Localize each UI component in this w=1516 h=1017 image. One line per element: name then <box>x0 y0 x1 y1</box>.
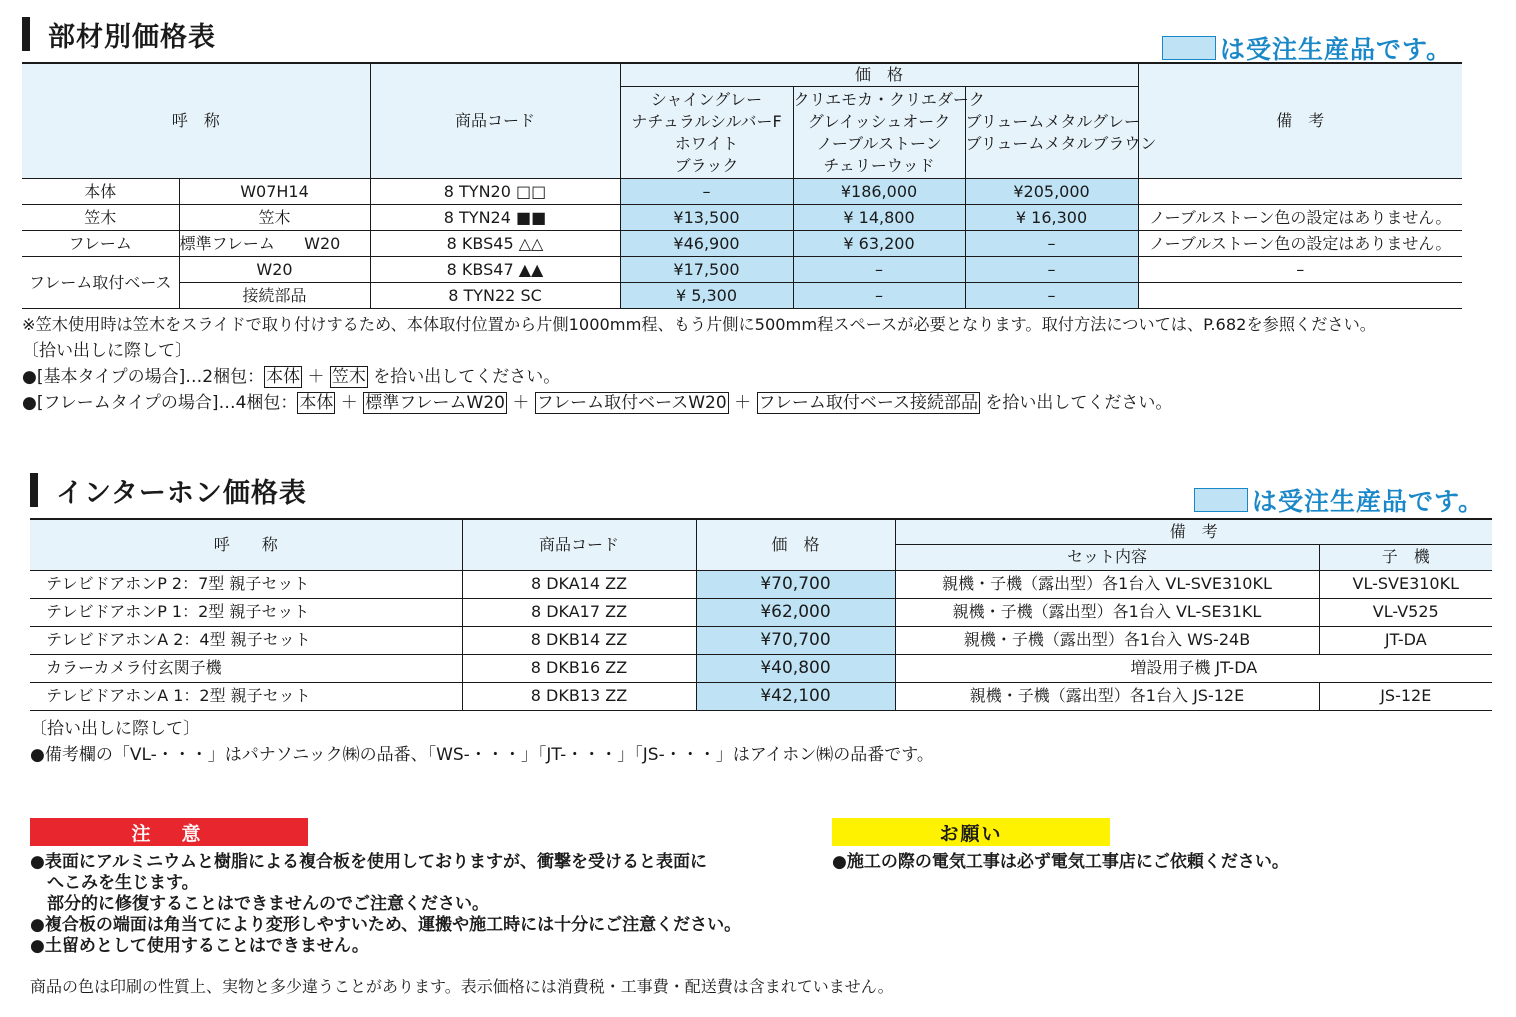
title-bar <box>30 473 38 507</box>
header-code: 商品コード <box>370 63 620 179</box>
header-color-group-1 <box>620 87 793 179</box>
row-name: フレーム取付ベース <box>22 257 179 309</box>
row-price-1: ¥46,900 <box>620 231 793 257</box>
row-price: ¥70,700 <box>696 570 895 598</box>
row-remarks <box>1138 283 1462 309</box>
row-price: ¥70,700 <box>696 626 895 654</box>
color-name: クリエモカ・クリエダーク <box>793 89 985 109</box>
color-name: ブリュームメタルグレー <box>965 111 1141 131</box>
footer-note: 商品の色は印刷の性質上、実物と多少違うことがあります。表示価格には消費税・工事費・配送費は含まれていません。 <box>30 977 894 996</box>
header-price: 価 格 <box>696 519 895 570</box>
legend-swatch <box>1162 36 1216 60</box>
row-code: 8 TYN22 SC <box>370 283 620 309</box>
caution-line: 部分的に修復することはできませんのでご注意ください。 <box>30 894 489 914</box>
row-price-2: ¥ 63,200 <box>793 231 965 257</box>
row-code: 8 DKA17 ZZ <box>462 598 696 626</box>
row-set: 親機・子機（露出型）各1台入 WS-24B <box>895 626 1319 654</box>
pickup-suffix: を拾い出してください。 <box>373 367 561 387</box>
request-badge: お願い <box>832 818 1110 846</box>
section-title-text: インターホン価格表 <box>56 477 307 509</box>
row-set: 親機・子機（露出型）各1台入 VL-SE31KL <box>895 598 1319 626</box>
legend-swatch <box>1194 488 1248 512</box>
row-code: 8 DKB14 ZZ <box>462 626 696 654</box>
header-name: 呼 称 <box>30 519 462 570</box>
row-price-3: – <box>965 283 1138 309</box>
table-row <box>22 205 1462 231</box>
row-code: 8 DKB16 ZZ <box>462 654 696 682</box>
boxed-item: フレーム取付ベースW20 <box>536 393 727 413</box>
table-row <box>22 257 1462 283</box>
row-price-1: ¥13,500 <box>620 205 793 231</box>
row-price-2: ¥ 14,800 <box>793 205 965 231</box>
caution-line: へこみを生じます。 <box>30 873 199 893</box>
header-set: セット内容 <box>895 544 1319 570</box>
table-row <box>30 598 1492 626</box>
caution-line: ●土留めとして使用することはできません。 <box>30 936 369 956</box>
row-remarks: – <box>1138 257 1462 283</box>
row-remarks: ノーブルストーン色の設定はありません。 <box>1138 205 1462 231</box>
table-row <box>30 682 1492 710</box>
row-sub: W07H14 <box>179 179 370 205</box>
header-child: 子 機 <box>1319 544 1492 570</box>
header-name: 呼 称 <box>22 63 370 179</box>
pickup-prefix: ●[フレームタイプの場合]…4梱包： <box>22 393 298 413</box>
intercom-model-note: ●備考欄の「VL-・・・」はパナソニック㈱の品番、「WS-・・・」「JT-・・・」「JS-・・・」はアイホン㈱の品番です。 <box>30 745 934 765</box>
table-row <box>30 570 1492 598</box>
pickup-basic <box>22 364 560 390</box>
row-price-2: – <box>793 283 965 309</box>
row-sub: W20 <box>179 257 370 283</box>
row-sub: 標準フレーム <box>179 231 275 257</box>
intercom-price-table <box>30 518 1492 711</box>
row-name: テレビドアホンP 2：7型 親子セット <box>30 570 462 598</box>
header-color-group-2 <box>793 87 985 179</box>
row-price: ¥62,000 <box>696 598 895 626</box>
title-bar <box>22 17 30 51</box>
table-row <box>22 231 1462 257</box>
color-name: ナチュラルシルバーF <box>631 111 782 131</box>
row-price: ¥42,100 <box>696 682 895 710</box>
row-price-2: ¥186,000 <box>793 179 965 205</box>
caution-badge: 注 意 <box>30 818 308 846</box>
row-remarks <box>1138 179 1462 205</box>
caution-text <box>30 852 741 957</box>
plus: ＋ <box>307 367 325 387</box>
header-remarks: 備 考 <box>1138 63 1462 179</box>
legend-made-to-order <box>1162 30 1452 66</box>
boxed-item: 本体 <box>266 367 301 387</box>
pickup-prefix: ●[基本タイプの場合]…2梱包： <box>22 367 265 387</box>
header-remarks: 備 考 <box>895 519 1492 544</box>
header-color-group-3 <box>965 87 1157 179</box>
boxed-item: フレーム取付ベース接続部品 <box>758 393 978 413</box>
row-code: 8 DKA14 ZZ <box>462 570 696 598</box>
row-name: テレビドアホンA 1：2型 親子セット <box>30 682 462 710</box>
row-price-3: – <box>965 231 1138 257</box>
caution-line: ●複合板の端面は角当てにより変形しやすいため、運搬や施工時には十分にご注意ください。 <box>30 915 742 935</box>
row-price: ¥40,800 <box>696 654 895 682</box>
row-price-1: ¥17,500 <box>620 257 793 283</box>
row-price-1: – <box>620 179 793 205</box>
row-code: 8 TYN24 ■■ <box>370 205 620 231</box>
boxed-item: 本体 <box>299 393 334 413</box>
row-child: JT-DA <box>1319 626 1492 654</box>
row-child: VL-SVE310KL <box>1319 570 1492 598</box>
row-name: 本体 <box>22 179 179 205</box>
row-set: 増設用子機 JT-DA <box>895 654 1492 682</box>
pickup-title: 〔拾い出しに際して〕 <box>30 719 200 739</box>
header-code: 商品コード <box>462 519 696 570</box>
caution-line: ●表面にアルミニウムと樹脂による複合板を使用しておりますが、衝撃を受けると表面に <box>30 852 707 872</box>
row-sub: 接続部品 <box>179 283 370 309</box>
section-title-intercom <box>30 470 307 510</box>
color-name: ブラック <box>674 155 739 175</box>
row-name: フレーム <box>22 231 179 257</box>
row-price-3: – <box>965 257 1138 283</box>
row-code: 8 KBS47 ▲▲ <box>370 257 620 283</box>
row-price-3: ¥205,000 <box>965 179 1138 205</box>
row-child: VL-V525 <box>1319 598 1492 626</box>
color-name: チェリーウッド <box>823 155 935 175</box>
boxed-item: 笠木 <box>331 367 366 387</box>
table-row <box>22 283 1462 309</box>
request-line: ●施工の際の電気工事は必ず電気工事店にご依頼ください。 <box>832 852 1289 872</box>
pickup-title: 〔拾い出しに際して〕 <box>22 341 192 361</box>
boxed-item: 標準フレームW20 <box>365 393 505 413</box>
row-price-3: ¥ 16,300 <box>965 205 1138 231</box>
row-child: JS-12E <box>1319 682 1492 710</box>
row-name: テレビドアホンP 1：2型 親子セット <box>30 598 462 626</box>
legend-made-to-order <box>1194 482 1484 518</box>
legend-text: は受注生産品です。 <box>1220 35 1453 64</box>
request-text <box>832 852 1289 873</box>
row-sub: 笠木 <box>179 205 370 231</box>
table-row <box>30 626 1492 654</box>
table-row <box>30 654 1492 682</box>
color-name: ホワイト <box>674 133 739 153</box>
color-name: ノーブルストーン <box>816 133 942 153</box>
row-name: 笠木 <box>22 205 179 231</box>
row-code: 8 DKB13 ZZ <box>462 682 696 710</box>
row-code: 8 TYN20 □□ <box>370 179 620 205</box>
pickup-suffix: を拾い出してください。 <box>985 393 1173 413</box>
color-name: ブリュームメタルブラウン <box>965 133 1157 153</box>
color-name: グレイッシュオーク <box>807 111 951 131</box>
row-name: テレビドアホンA 2：4型 親子セット <box>30 626 462 654</box>
section-title-text: 部材別価格表 <box>48 21 216 53</box>
header-price: 価 格 <box>620 63 1138 87</box>
row-sub-2: W20 <box>275 231 370 257</box>
plus: ＋ <box>340 393 358 413</box>
pickup-frame <box>22 390 1172 416</box>
kasagi-note: ※笠木使用時は笠木をスライドで取り付けするため、本体取付位置から片側1000mm程、もう片側に500mm程スペースが必要となります。取付方法については、P.682を参照ください。 <box>22 315 1376 334</box>
plus: ＋ <box>512 393 530 413</box>
row-price-2: – <box>793 257 965 283</box>
color-name: シャイングレー <box>650 89 763 109</box>
plus: ＋ <box>734 393 752 413</box>
row-set: 親機・子機（露出型）各1台入 VL-SVE310KL <box>895 570 1319 598</box>
row-remarks: ノーブルストーン色の設定はありません。 <box>1138 231 1462 257</box>
section-title-parts <box>22 14 216 54</box>
table-row <box>22 179 1462 205</box>
legend-text: は受注生産品です。 <box>1252 487 1485 516</box>
parts-price-table <box>22 62 1462 309</box>
row-code: 8 KBS45 △△ <box>370 231 620 257</box>
row-name: カラーカメラ付玄関子機 <box>30 654 462 682</box>
row-price-1: ¥ 5,300 <box>620 283 793 309</box>
row-set: 親機・子機（露出型）各1台入 JS-12E <box>895 682 1319 710</box>
